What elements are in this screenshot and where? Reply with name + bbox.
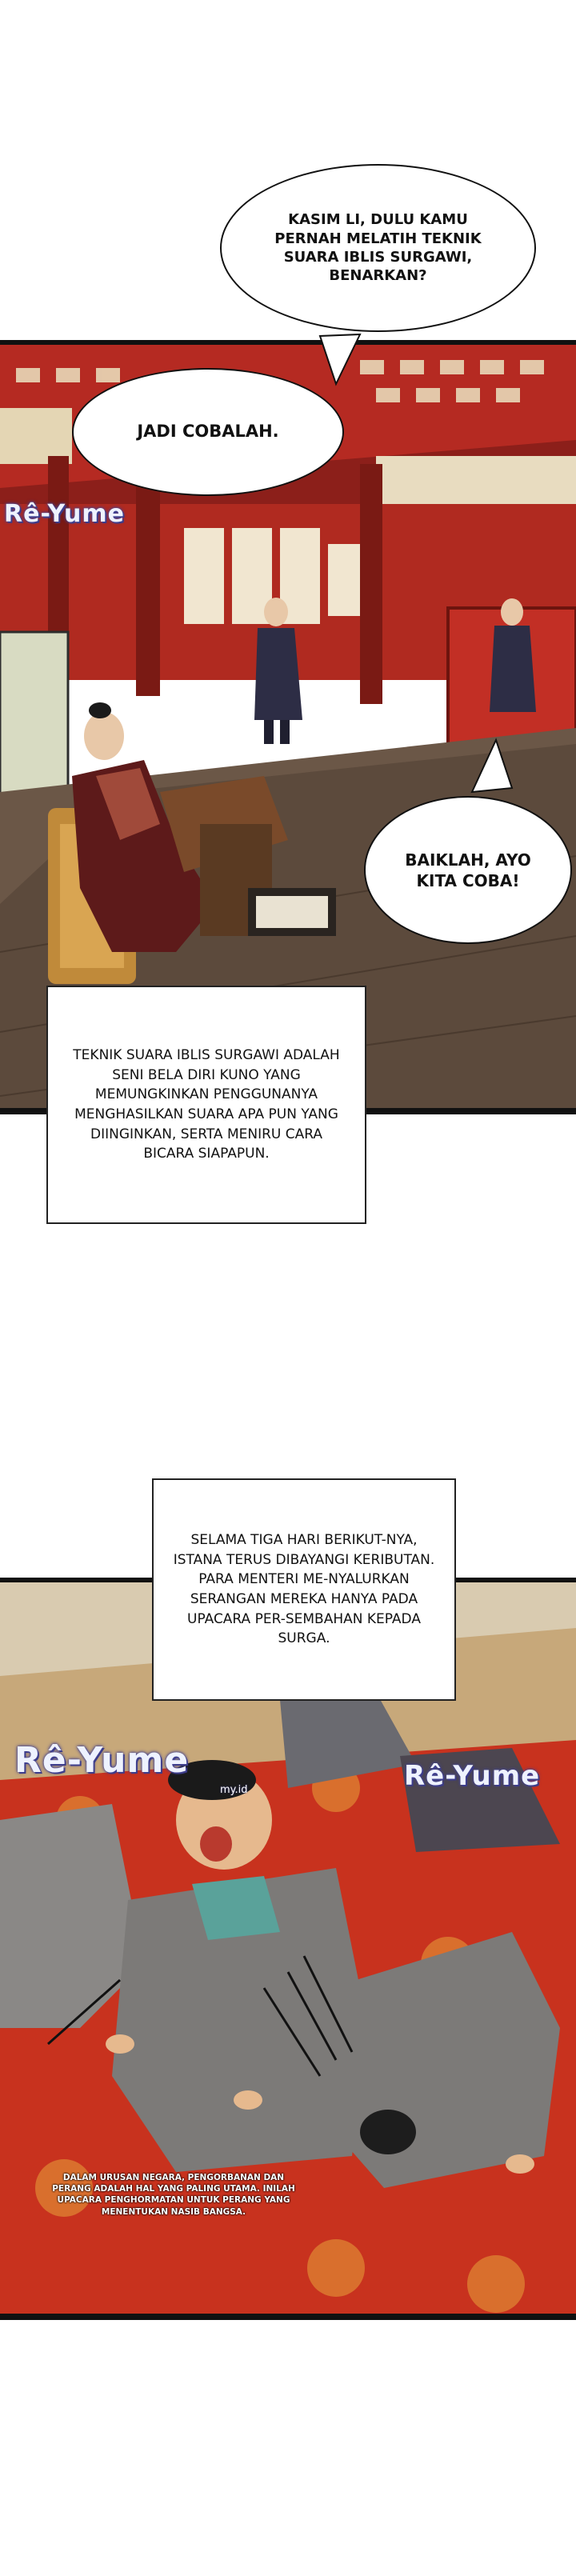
- speech-bubble-2-text: JADI COBALAH.: [137, 422, 279, 442]
- watermark-logo: [4, 500, 125, 528]
- speech-bubble-1-text: KASIM LI, DULU KAMU PERNAH MELATIH TEKNIK SUARA IBLIS SURGAWI, BENARKAN?: [274, 211, 482, 285]
- narration-box-2-text: SELAMA TIGA HARI BERIKUT-NYA, ISTANA TERUS DIBAYANGI KERIBUTAN. PARA MENTERI ME-NYALURKAN SERANGAN MEREKA HANYA PADA UPACARA PER-SEMBAHAN KEPADA SURGA.: [173, 1532, 435, 1647]
- speech-bubble-3-text: BAIKLAH, AYO KITA COBA!: [405, 850, 531, 890]
- narration-box-2: [152, 1478, 456, 1701]
- narration-box-1-text: TEKNIK SUARA IBLIS SURGAWI ADALAH SENI BELA DIRI KUNO YANG MEMUNGKINKAN PENGGUNANYA MENGHASILKAN SUARA APA PUN YANG DIINGINKAN, SERTA MENIRU CARA BICARA SIAPAPUN.: [73, 1047, 340, 1162]
- watermark-text: Rê-Yume: [4, 500, 125, 528]
- watermark-right-text: Rê-Yume: [404, 1760, 541, 1792]
- caption-small-text-content: DALAM URUSAN NEGARA, PENGORBANAN DAN PERANG ADALAH HAL YANG PALING UTAMA. INILAH UPACARA PENGHORMATAN UNTUK PERANG YANG MENENTUKAN NASIB BANGSA.: [52, 2173, 295, 2217]
- caption-small-text: [50, 2172, 298, 2218]
- speech-bubble-2: [72, 368, 344, 496]
- narration-box-1: [46, 986, 366, 1224]
- watermark-right-logo: [404, 1760, 540, 1792]
- panel-2-bottom-border: [0, 2314, 576, 2320]
- speech-bubble-1: [220, 164, 536, 332]
- watermark-left-sub: my.id: [220, 1784, 248, 1796]
- watermark-left-text: Rê-Yume: [14, 1740, 190, 1781]
- speech-bubble-3: [364, 796, 572, 944]
- panel-1-top-border: [0, 340, 576, 345]
- watermark-left-logo: [14, 1740, 189, 1781]
